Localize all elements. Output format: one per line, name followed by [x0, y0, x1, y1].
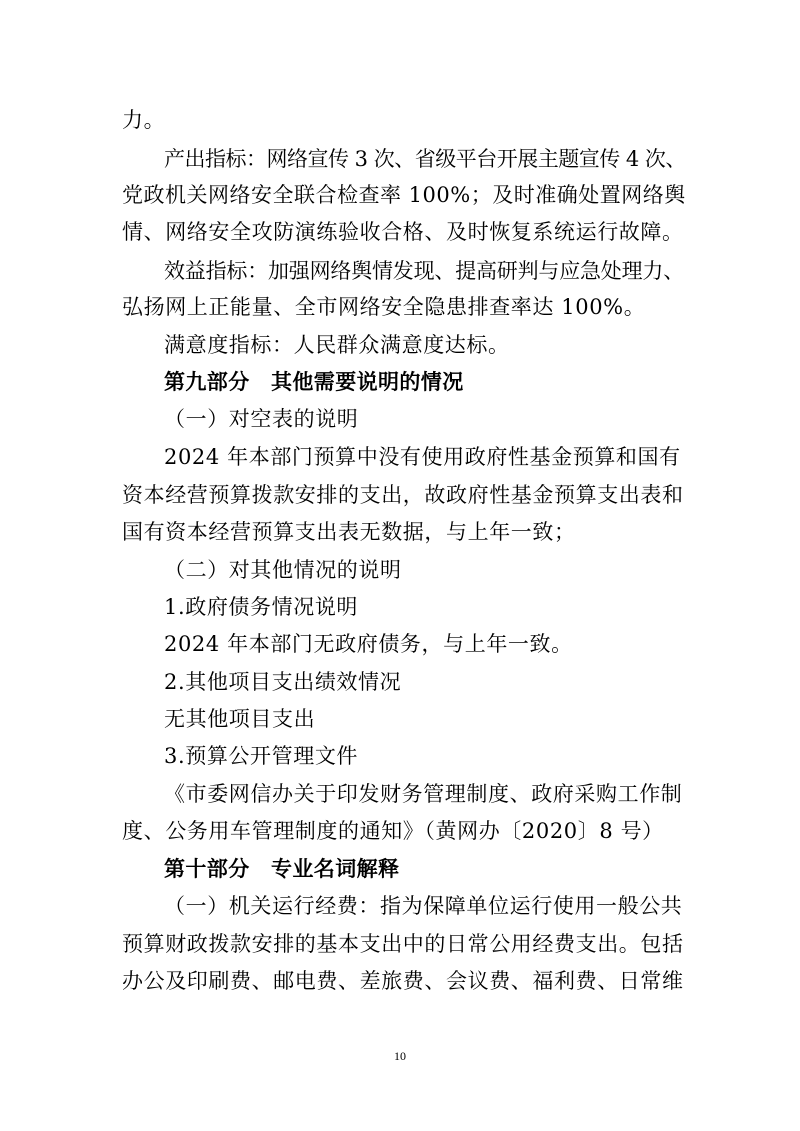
text-line-benefit-indicators: 效益指标：加强网络舆情发现、提高研判与应急处理力、: [164, 259, 684, 283]
text-line: 党政机关网络安全联合检查率 100%；及时准确处置网络舆: [122, 183, 686, 207]
page-number: 10: [394, 1049, 406, 1063]
section-heading-part-ten: 第十部分 专业名词解释: [164, 857, 400, 881]
text-line: 2024 年本部门无政府债务，与上年一致。: [164, 632, 573, 656]
text-line-output-indicators: 产出指标：网络宣传 3 次、省级平台开展主题宣传 4 次、: [164, 147, 686, 171]
section-heading-part-nine: 第九部分 其他需要说明的情况: [164, 370, 464, 394]
subsection-heading-other-situations: （二）对其他情况的说明: [164, 558, 402, 582]
text-line: 2024 年本部门预算中没有使用政府性基金预算和国有: [164, 445, 681, 469]
text-line: 《市委网信办关于印发财务管理制度、政府采购工作制: [164, 782, 683, 806]
text-line: 国有资本经营预算支出表无数据，与上年一致；: [122, 520, 576, 544]
text-line: 情、网络安全攻防演练验收合格、及时恢复系统运行故障。: [122, 220, 684, 244]
text-line-satisfaction-indicators: 满意度指标：人民群众满意度达标。: [164, 333, 510, 357]
text-line: 预算财政拨款安排的基本支出中的日常公用经费支出。包括: [122, 932, 684, 956]
text-line: 弘扬网上正能量、全市网络安全隐患排查率达 100%。: [122, 295, 646, 319]
item-heading-other-project-spending: 2.其他项目支出绩效情况: [164, 670, 402, 694]
text-line: 度、公务用车管理制度的通知》（黄网办〔2020〕8 号）: [122, 819, 664, 843]
text-line: 无其他项目支出: [164, 707, 316, 731]
text-line: 资本经营预算拨款安排的支出，故政府性基金预算支出表和: [122, 483, 684, 507]
text-line-operating-expenses: （一）机关运行经费：指为保障单位运行使用一般公共: [164, 894, 683, 918]
item-heading-government-debt: 1.政府债务情况说明: [164, 595, 359, 619]
text-line-continuation: 力。: [122, 108, 166, 132]
item-heading-budget-disclosure-files: 3.预算公开管理文件: [164, 744, 359, 768]
text-line: 办公及印刷费、邮电费、差旅费、会议费、福利费、日常维: [122, 969, 684, 993]
subsection-heading-empty-tables: （一）对空表的说明: [164, 407, 359, 431]
